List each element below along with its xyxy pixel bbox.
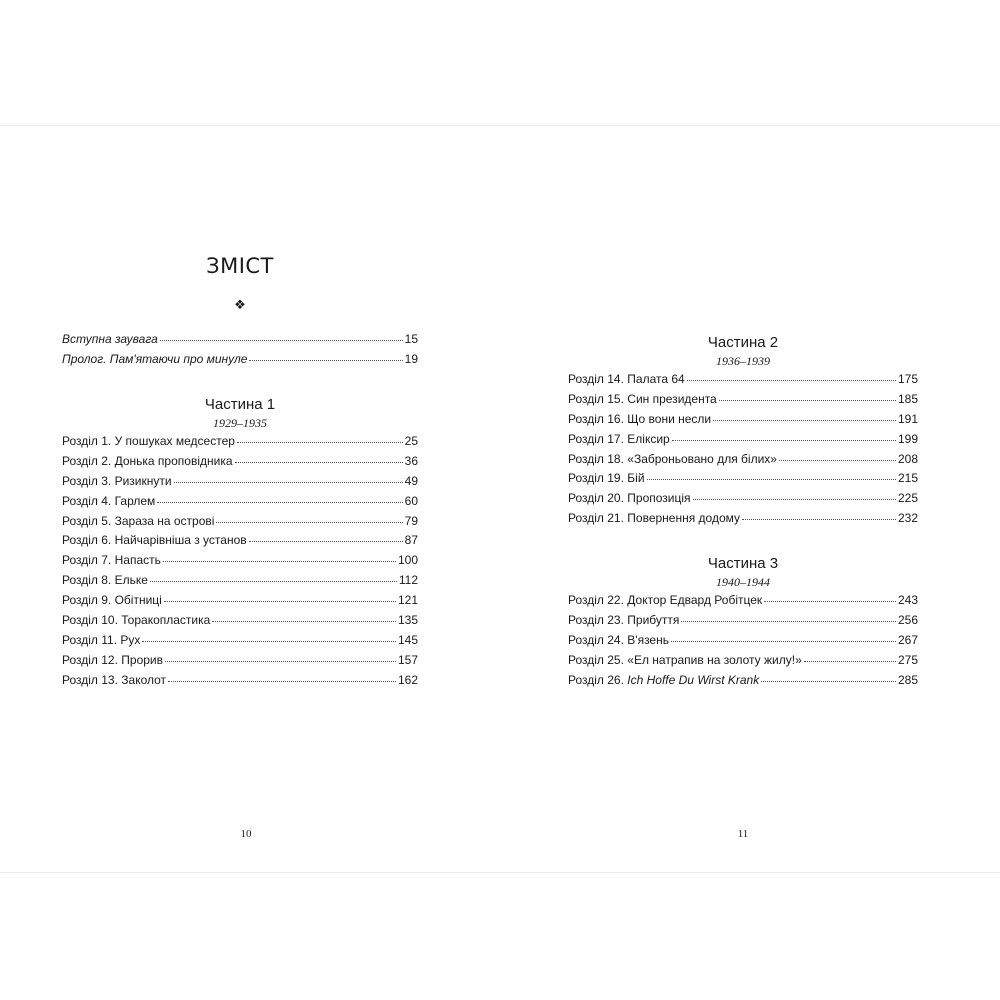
- dot-leader: [693, 491, 896, 500]
- dot-leader: [671, 633, 896, 642]
- toc-entry[interactable]: [568, 611, 918, 631]
- toc-entry[interactable]: [568, 591, 918, 611]
- entry-page: 285: [897, 672, 918, 687]
- dot-leader: [150, 573, 397, 582]
- toc-entry[interactable]: [62, 651, 418, 671]
- toc-entry[interactable]: [568, 410, 918, 430]
- part-1: [62, 395, 418, 691]
- part-2: [568, 333, 918, 529]
- dot-leader: [804, 653, 896, 662]
- toc-entry[interactable]: [568, 671, 918, 691]
- toc-entry[interactable]: [62, 571, 418, 591]
- dot-leader: [235, 454, 403, 463]
- part-years: 1936–1939: [716, 354, 770, 368]
- dot-leader: [164, 593, 396, 602]
- toc-entry[interactable]: [568, 430, 918, 450]
- toc-entry[interactable]: [62, 671, 418, 691]
- toc-entry[interactable]: [62, 631, 418, 651]
- entry-title: Розділ 7. Напасть: [62, 553, 161, 568]
- dot-leader: [713, 412, 896, 421]
- entry-title: Розділ 23. Прибуття: [568, 612, 680, 627]
- entry-title: Розділ 11. Рух: [62, 632, 141, 647]
- dot-leader: [249, 533, 403, 542]
- entry-page: 215: [897, 471, 918, 486]
- entry-page: 25: [404, 434, 418, 448]
- entry-page: 49: [404, 473, 418, 488]
- entry-title: [568, 671, 759, 691]
- page-number: 10: [240, 828, 252, 840]
- ornament-icon: ❖: [234, 298, 246, 313]
- part-title: Частина 2: [707, 334, 779, 351]
- entry-title-italic: Ich Hoffe Du Wirst Krank: [627, 672, 760, 687]
- entry-title: Розділ 12. Прорив: [62, 652, 163, 667]
- dot-leader: [163, 553, 396, 562]
- entry-page: 225: [897, 491, 918, 506]
- toc-entry[interactable]: [62, 432, 418, 452]
- entry-page: 185: [897, 391, 918, 406]
- toc-entry[interactable]: [568, 651, 918, 671]
- entry-page: 199: [897, 431, 918, 446]
- dot-leader: [160, 332, 403, 341]
- part-title: Частина 1: [204, 396, 276, 413]
- entry-page: 112: [398, 573, 418, 588]
- chapter-list: [568, 591, 918, 690]
- entry-title: Розділ 25. «Ел натрапив на золоту жилу!»: [568, 652, 802, 667]
- entry-page: 162: [397, 672, 418, 687]
- entry-page: 121: [397, 593, 418, 608]
- entry-title: Розділ 19. Бій: [568, 471, 645, 486]
- entry-page: 275: [897, 652, 918, 667]
- entry-page: 135: [397, 613, 418, 628]
- toc-entry[interactable]: [568, 469, 918, 489]
- dot-leader: [165, 653, 396, 662]
- entry-page: 191: [897, 411, 918, 426]
- entry-title: Розділ 2. Донька проповідника: [62, 453, 233, 468]
- entry-title: Розділ 5. Зараза на острові: [62, 513, 215, 528]
- dot-leader: [742, 511, 896, 520]
- dot-leader: [168, 673, 396, 682]
- dot-leader: [779, 452, 896, 461]
- entry-page: 267: [897, 632, 918, 647]
- entry-title: Розділ 10. Торакопластика: [62, 613, 211, 628]
- dot-leader: [212, 613, 396, 622]
- toc-entry[interactable]: [568, 450, 918, 470]
- toc-entry[interactable]: [568, 489, 918, 509]
- entry-page: 157: [397, 652, 418, 667]
- part-title: Частина 3: [707, 555, 779, 572]
- left-page: [0, 126, 500, 874]
- entry-page: 79: [404, 513, 418, 528]
- page-number: 11: [737, 828, 749, 840]
- part-years: 1940–1944: [716, 575, 770, 589]
- entry-page: 232: [897, 511, 918, 526]
- entry-page: 243: [897, 593, 918, 607]
- dot-leader: [681, 613, 896, 622]
- dot-leader: [216, 514, 402, 523]
- entry-page: 60: [404, 493, 418, 508]
- part-3: [568, 554, 918, 690]
- dot-leader: [687, 372, 896, 381]
- toc-entry[interactable]: [62, 472, 418, 492]
- chapter-list: [62, 432, 418, 691]
- entry-title: Розділ 17. Еліксир: [568, 431, 670, 446]
- entry-page: 208: [897, 451, 918, 466]
- entry-page: 19: [404, 351, 418, 366]
- front-matter: [62, 330, 418, 370]
- entry-title: Розділ 4. Гарлем: [62, 493, 156, 508]
- entry-title: Розділ 20. Пропозиція: [568, 491, 691, 506]
- dot-leader: [761, 673, 896, 682]
- toc-entry[interactable]: [62, 531, 418, 551]
- toc-entry[interactable]: [62, 452, 418, 472]
- dot-leader: [157, 494, 402, 503]
- toc-entry[interactable]: [568, 390, 918, 410]
- toc-entry[interactable]: [62, 591, 418, 611]
- entry-title: Розділ 18. «Заброньовано для білих»: [568, 451, 777, 466]
- dot-leader: [174, 474, 403, 483]
- entry-page: 175: [897, 372, 918, 386]
- entry-title-prefix: Розділ 26.: [568, 672, 628, 687]
- entry-title: Розділ 8. Ельке: [62, 573, 148, 588]
- toc-entry[interactable]: [568, 509, 918, 529]
- entry-title: Розділ 13. Заколот: [62, 672, 167, 687]
- entry-title: Розділ 22. Доктор Едвард Робітцек: [568, 593, 763, 607]
- entry-title: Розділ 6. Найчарівніша з установ: [62, 533, 247, 548]
- toc-entry[interactable]: [62, 492, 418, 512]
- entry-title: Розділ 24. В'язень: [568, 632, 669, 647]
- entry-page: 36: [404, 453, 418, 468]
- entry-page: 145: [397, 632, 418, 647]
- entry-title: Пролог. Пам'ятаючи про минуле: [62, 351, 248, 366]
- entry-title: Розділ 14. Палата 64: [568, 372, 685, 386]
- part-years: 1929–1935: [213, 416, 267, 430]
- entry-title: Вступна заувага: [62, 332, 158, 346]
- book-spread: [0, 125, 1000, 873]
- toc-entry[interactable]: [62, 551, 418, 571]
- toc-heading: ЗМІСТ: [206, 254, 274, 278]
- toc-entry[interactable]: [568, 370, 918, 390]
- entry-page: 15: [404, 332, 418, 346]
- entry-title: Розділ 9. Обітниці: [62, 593, 162, 608]
- entry-title: Розділ 16. Що вони несли: [568, 411, 712, 426]
- toc-entry[interactable]: [62, 330, 418, 350]
- dot-leader: [237, 434, 403, 443]
- entry-page: 100: [397, 553, 418, 568]
- chapter-list: [568, 370, 918, 529]
- dot-leader: [142, 633, 396, 642]
- dot-leader: [672, 432, 896, 441]
- toc-entry[interactable]: [62, 512, 418, 532]
- entry-title: Розділ 1. У пошуках медсестер: [62, 434, 235, 448]
- entry-page: 87: [404, 533, 418, 548]
- entry-title: Розділ 15. Син президента: [568, 391, 717, 406]
- entry-page: 256: [897, 612, 918, 627]
- entry-title: Розділ 3. Ризикнути: [62, 473, 172, 488]
- dot-leader: [647, 471, 896, 480]
- toc-entry[interactable]: [568, 631, 918, 651]
- dot-leader: [249, 352, 402, 361]
- dot-leader: [764, 593, 896, 602]
- dot-leader: [719, 392, 896, 401]
- toc-entry[interactable]: [62, 350, 418, 370]
- entry-title: Розділ 21. Повернення додому: [568, 511, 741, 526]
- right-page: [500, 126, 1000, 874]
- toc-entry[interactable]: [62, 611, 418, 631]
